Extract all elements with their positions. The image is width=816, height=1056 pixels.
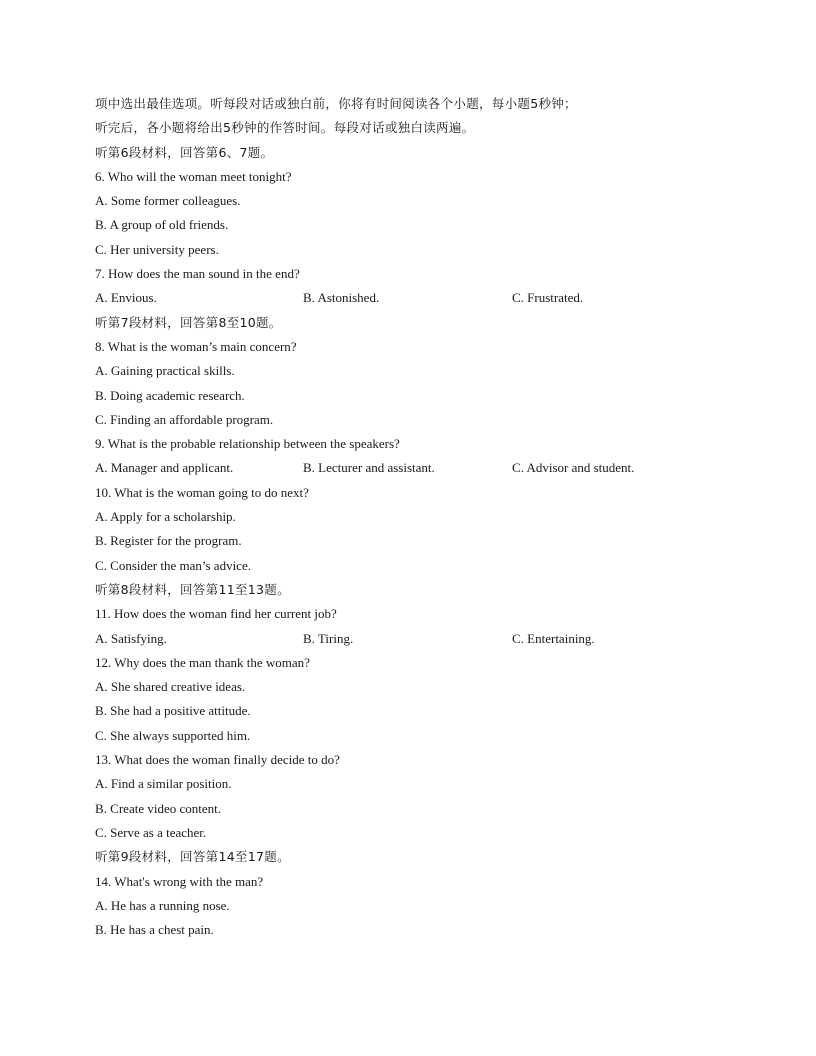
question-13-option-a: A. Find a similar position. <box>95 776 232 792</box>
question-12-option-c: C. She always supported him. <box>95 727 251 743</box>
question-11-option-a: A. Satisfying. <box>95 630 167 646</box>
section-heading-6: 听第6段材料，回答第6、7题。 <box>95 144 274 160</box>
question-6-option-c: C. Her university peers. <box>95 241 219 257</box>
question-11-option-c: C. Entertaining. <box>512 630 595 646</box>
question-12: 12. Why does the man thank the woman? <box>95 654 310 670</box>
question-14: 14. What's wrong with the man? <box>95 873 264 889</box>
section-heading-9: 听第9段材料，回答第14至17题。 <box>95 849 290 865</box>
question-6-option-b: B. A group of old friends. <box>95 217 229 233</box>
question-10-option-b: B. Register for the program. <box>95 533 242 549</box>
question-8: 8. What is the woman’s main concern? <box>95 338 297 354</box>
question-8-option-a: A. Gaining practical skills. <box>95 363 235 379</box>
question-11-option-b: B. Tiring. <box>303 630 354 646</box>
question-14-option-a: A. He has a running nose. <box>95 897 230 913</box>
question-9-option-b: B. Lecturer and assistant. <box>303 460 435 476</box>
question-9-option-c: C. Advisor and student. <box>512 460 635 476</box>
question-10-option-a: A. Apply for a scholarship. <box>95 509 236 525</box>
question-7-option-b: B. Astonished. <box>303 290 380 306</box>
question-8-option-c: C. Finding an affordable program. <box>95 411 274 427</box>
question-6: 6. Who will the woman meet tonight? <box>95 168 292 184</box>
question-11: 11. How does the woman find her current job? <box>95 606 337 622</box>
question-11-options <box>95 630 735 654</box>
intro-line-2: 听完后，各小题将给出5秒钟的作答时间。每段对话或独白读两遍。 <box>95 120 475 136</box>
question-7-option-c: C. Frustrated. <box>512 290 584 306</box>
question-10-option-c: C. Consider the man’s advice. <box>95 557 251 573</box>
question-7-option-a: A. Envious. <box>95 290 157 306</box>
question-7-options <box>95 289 735 313</box>
question-8-option-b: B. Doing academic research. <box>95 387 245 403</box>
question-12-option-b: B. She had a positive attitude. <box>95 703 251 719</box>
question-13: 13. What does the woman finally decide to do? <box>95 752 340 768</box>
section-heading-8: 听第8段材料，回答第11至13题。 <box>95 581 290 597</box>
question-12-option-a: A. She shared creative ideas. <box>95 679 246 695</box>
section-heading-7: 听第7段材料，回答第8至10题。 <box>95 314 282 330</box>
question-9: 9. What is the probable relationship between the speakers? <box>95 436 400 452</box>
question-9-option-a: A. Manager and applicant. <box>95 460 234 476</box>
question-9-options <box>95 459 735 483</box>
question-13-option-c: C. Serve as a teacher. <box>95 824 207 840</box>
intro-line-1: 项中选出最佳选项。听每段对话或独白前，你将有时间阅读各个小题，每小题5秒钟； <box>95 96 577 111</box>
question-6-option-a: A. Some former colleagues. <box>95 193 241 209</box>
question-7: 7. How does the man sound in the end? <box>95 266 300 282</box>
question-10: 10. What is the woman going to do next? <box>95 484 309 500</box>
question-14-option-b: B. He has a chest pain. <box>95 922 214 938</box>
exam-content <box>95 95 735 945</box>
question-13-option-b: B. Create video content. <box>95 800 221 816</box>
